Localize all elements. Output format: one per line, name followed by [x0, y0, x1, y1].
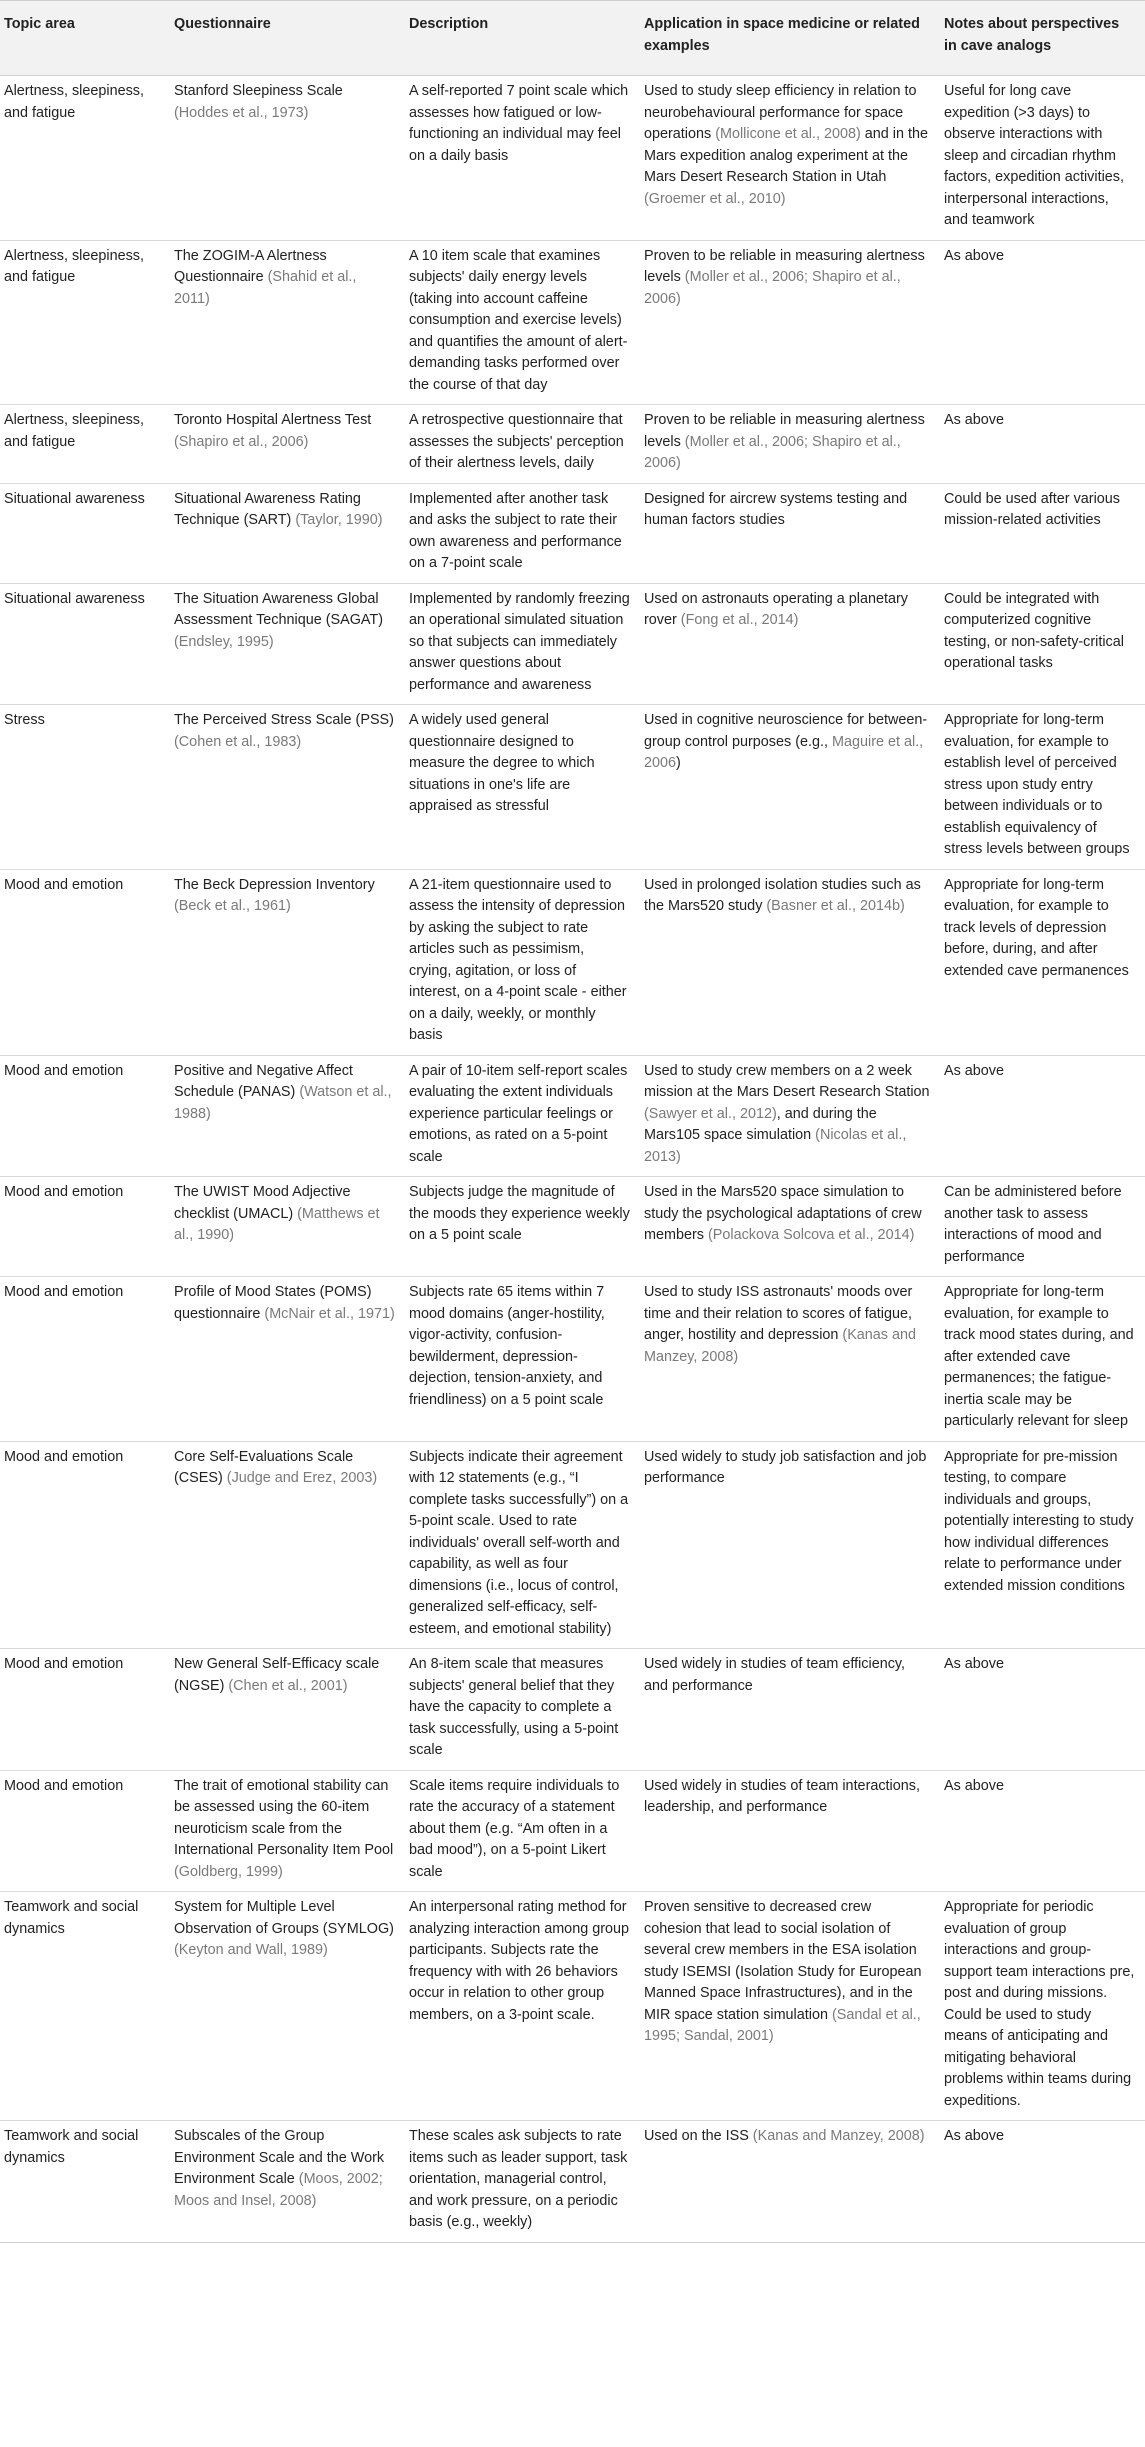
cell-notes	[940, 1770, 1145, 1892]
cell-notes	[940, 1177, 1145, 1277]
cell-topic: Mood and emotion	[0, 1770, 170, 1892]
cell-questionnaire	[170, 869, 405, 1055]
cell-text: Proven to be reliable in measuring alertness levels	[644, 247, 925, 285]
cell-text: Used on astronauts operating a planetary rover	[644, 590, 908, 628]
cell-notes	[940, 76, 1145, 241]
cell-topic: Mood and emotion	[0, 1177, 170, 1277]
cell-topic: Stress	[0, 705, 170, 870]
cell-notes	[940, 2121, 1145, 2243]
cell-application	[640, 1441, 940, 1649]
citation: (McNair et al., 1971)	[264, 1305, 395, 1322]
cell-description	[405, 483, 640, 583]
cell-notes	[940, 1892, 1145, 2121]
cell-description	[405, 240, 640, 405]
header-application: Application in space medicine or related examples	[640, 1, 940, 76]
cell-text: An interpersonal rating method for analyzing interaction among group participants. Subjects rate the frequency with with 26 behaviors occur in relation to other group members, on a 3-point scale.	[409, 1899, 629, 2023]
cell-text: Could be integrated with computerized cognitive testing, or non-safety-critical operational tasks	[944, 590, 1124, 671]
cell-text: Used widely in studies of team interactions, leadership, and performance	[644, 1777, 920, 1815]
cell-questionnaire	[170, 1055, 405, 1177]
cell-text: Can be administered before another task to assess interactions of mood and performance	[944, 1184, 1122, 1265]
citation: (Kanas and Manzey, 2008)	[752, 2128, 925, 2144]
table-row	[0, 869, 1145, 1055]
cell-text: Subjects rate 65 items within 7 mood domains (anger-hostility, vigor-activity, confusion-bewilderment, depression-dejection, tension-anxiety, and friendliness) on a 5 point scale	[409, 1284, 605, 1408]
cell-text: Implemented by randomly freezing an operational simulated situation so that subjects can immediately answer questions about performance and awareness	[409, 590, 630, 693]
cell-text: The Perceived Stress Scale (PSS)	[174, 712, 394, 728]
cell-application	[640, 1055, 940, 1177]
cell-questionnaire	[170, 2121, 405, 2243]
cell-text: A widely used general questionnaire designed to measure the degree to which situations in one's life are appraised as stressful	[409, 712, 595, 814]
cell-description	[405, 869, 640, 1055]
table-row	[0, 405, 1145, 484]
cell-application	[640, 1277, 940, 1442]
cell-description	[405, 405, 640, 484]
cell-questionnaire	[170, 1649, 405, 1771]
cell-text: Designed for aircrew systems testing and human factors studies	[644, 490, 908, 528]
cell-text: A 21-item questionnaire used to assess the intensity of depression by asking the subject to rate articles such as pessimism, crying, agitation, or loss of interest, on a 4-point scale - either on a daily, weekly, or monthly basis	[409, 876, 627, 1043]
cell-text: Subjects indicate their agreement with 12 statements (e.g., “I complete tasks successfully”) on a 5-point scale. Used to rate individuals' overall self-worth and capability, as well as four dimensions (i.e., locus of control, generalized self-efficacy, self-esteem, and emotional stability)	[409, 1448, 629, 1637]
cell-application	[640, 240, 940, 405]
cell-text: Appropriate for pre-mission testing, to compare individuals and groups, potentially interesting to study how individual differences relate to performance under extended mission conditions	[944, 1448, 1134, 1594]
cell-text: As above	[944, 2128, 1005, 2144]
citation: (Fong et al., 2014)	[680, 612, 799, 628]
cell-text: A 10 item scale that examines subjects' daily energy levels (taking into account caffeine consumption and exercise levels) and quantifies the amount of alert-demanding tasks performed over the course of that day	[409, 247, 628, 393]
cell-topic: Situational awareness	[0, 483, 170, 583]
cell-text: Implemented after another task and asks the subject to rate their own awareness and performance on a 7-point scale	[409, 490, 622, 571]
cell-text: Positive and Negative Affect Schedule (PANAS)	[174, 1062, 353, 1100]
cell-text: and in the Mars expedition analog experiment at the Mars Desert Research Station in Utah	[644, 126, 929, 185]
cell-application	[640, 76, 940, 241]
cell-application	[640, 1649, 940, 1771]
cell-text: The Beck Depression Inventory	[174, 876, 375, 893]
cell-notes	[940, 1441, 1145, 1649]
cell-description	[405, 1770, 640, 1892]
cell-text: As above	[944, 1062, 1005, 1079]
cell-notes	[940, 1649, 1145, 1771]
citation: (Nicolas et al., 2013)	[644, 1127, 907, 1165]
cell-text: An 8-item scale that measures subjects' general belief that they have the capacity to complete a task successfully, using a 5-point scale	[409, 1656, 619, 1758]
header-topic-area: Topic area	[0, 1, 170, 76]
cell-topic: Alertness, sleepiness, and fatigue	[0, 405, 170, 484]
cell-questionnaire	[170, 1892, 405, 2121]
cell-text: Used to study crew members on a 2 week mission at the Mars Desert Research Station	[644, 1062, 930, 1100]
header-notes: Notes about perspectives in cave analogs	[940, 1, 1145, 76]
cell-notes	[940, 705, 1145, 870]
cell-questionnaire	[170, 1770, 405, 1892]
citation: (Judge and Erez, 2003)	[226, 1470, 378, 1486]
cell-text: Proven sensitive to decreased crew cohesion that lead to social isolation of several crew members in the ESA isolation study ISEMSI (Isolation Study for European Manned Space Infrastructures), and in the MIR space station simulation	[644, 1899, 922, 2023]
cell-questionnaire	[170, 240, 405, 405]
citation: (Taylor, 1990)	[295, 512, 383, 528]
cell-text: As above	[944, 1656, 1005, 1672]
cell-description	[405, 1177, 640, 1277]
cell-text: )	[676, 755, 681, 771]
cell-text: Appropriate for periodic evaluation of group interactions and group-support team interactions pre, post and during missions. Could be used to study means of anticipating and mitigating behavioral problems within teams during expeditions.	[944, 1899, 1135, 2109]
cell-topic: Alertness, sleepiness, and fatigue	[0, 240, 170, 405]
cell-description	[405, 1055, 640, 1177]
cell-text: Used on the ISS	[644, 2128, 753, 2144]
cell-text: , and during the Mars105 space simulation	[644, 1105, 877, 1143]
cell-questionnaire	[170, 1441, 405, 1649]
table-row	[0, 483, 1145, 583]
citation: (Polackova Solcova et al., 2014)	[707, 1227, 915, 1243]
cell-text: Used to study sleep efficiency in relation to neurobehavioural performance for space operations	[644, 83, 917, 142]
cell-application	[640, 869, 940, 1055]
cell-questionnaire	[170, 705, 405, 870]
cell-topic: Mood and emotion	[0, 1055, 170, 1177]
cell-text: A pair of 10-item self-report scales evaluating the extent individuals experience particular feelings or emotions, as rated on a 5-point scale	[409, 1062, 628, 1165]
citation: Maguire et al., 2006	[644, 733, 924, 771]
cell-text: Situational Awareness Rating Technique (SART)	[174, 490, 361, 528]
cell-application	[640, 1177, 940, 1277]
cell-topic: Teamwork and social dynamics	[0, 1892, 170, 2121]
table-row	[0, 1177, 1145, 1277]
cell-application	[640, 2121, 940, 2243]
citation: (Beck et al., 1961)	[174, 898, 291, 914]
cell-text: Used in prolonged isolation studies such as the Mars520 study	[644, 876, 921, 914]
cell-text: The Situation Awareness Global Assessment Technique (SAGAT)	[174, 590, 384, 628]
citation: (Moos, 2002; Moos and Insel, 2008)	[174, 2171, 383, 2209]
citation: (Goldberg, 1999)	[174, 1863, 283, 1880]
table-row	[0, 1892, 1145, 2121]
cell-questionnaire	[170, 1177, 405, 1277]
cell-text: The UWIST Mood Adjective checklist (UMACL)	[174, 1184, 351, 1222]
header-row	[0, 1, 1145, 76]
cell-description	[405, 705, 640, 870]
citation: (Moller et al., 2006; Shapiro et al., 2006)	[644, 433, 901, 471]
table-row	[0, 240, 1145, 405]
cell-text: New General Self-Efficacy scale (NGSE)	[174, 1656, 380, 1694]
cell-text: Toronto Hospital Alertness Test	[174, 412, 372, 428]
cell-questionnaire	[170, 405, 405, 484]
cell-questionnaire	[170, 583, 405, 705]
table-row	[0, 705, 1145, 870]
citation: (Basner et al., 2014b)	[766, 898, 905, 914]
cell-description	[405, 1892, 640, 2121]
cell-text: As above	[944, 1777, 1005, 1794]
cell-text: Subscales of the Group Environment Scale and the Work Environment Scale	[174, 2128, 385, 2187]
cell-notes	[940, 483, 1145, 583]
cell-text: Useful for long cave expedition (>3 days) to observe interactions with sleep and circadian rhythm factors, expedition activities, interpersonal interactions, and teamwork	[944, 83, 1124, 228]
cell-text: Appropriate for long-term evaluation, for example to track levels of depression before, during, and after extended cave permanences	[944, 876, 1129, 979]
header-description: Description	[405, 1, 640, 76]
cell-text: Stanford Sleepiness Scale	[174, 83, 343, 99]
cell-topic: Mood and emotion	[0, 1277, 170, 1442]
cell-text: System for Multiple Level Observation of Groups (SYMLOG)	[174, 1899, 394, 1937]
cell-description	[405, 76, 640, 241]
cell-notes	[940, 583, 1145, 705]
cell-text: Could be used after various mission-related activities	[944, 490, 1120, 528]
citation: (Matthews et al., 1990)	[174, 1205, 380, 1243]
table-body	[0, 76, 1145, 2243]
cell-text: Proven to be reliable in measuring alertness levels	[644, 412, 925, 450]
cell-notes	[940, 1277, 1145, 1442]
citation: (Shapiro et al., 2006)	[174, 433, 309, 450]
cell-description	[405, 1277, 640, 1442]
cell-application	[640, 1892, 940, 2121]
cell-text: Core Self-Evaluations Scale (CSES)	[174, 1448, 354, 1486]
cell-text: As above	[944, 412, 1005, 428]
citation: (Keyton and Wall, 1989)	[174, 1942, 328, 1958]
table-row	[0, 1441, 1145, 1649]
cell-description	[405, 2121, 640, 2243]
cell-text: These scales ask subjects to rate items such as leader support, task orientation, managerial control, and work pressure, on a periodic basis (e.g., weekly)	[409, 2128, 628, 2230]
cell-application	[640, 705, 940, 870]
table-row	[0, 1277, 1145, 1442]
cell-questionnaire	[170, 76, 405, 241]
cell-notes	[940, 240, 1145, 405]
cell-text: Used widely to study job satisfaction and job performance	[644, 1448, 927, 1486]
citation: (Groemer et al., 2010)	[644, 190, 786, 207]
citation: (Sawyer et al., 2012)	[644, 1105, 777, 1122]
cell-text: Used widely in studies of team efficiency, and performance	[644, 1656, 906, 1694]
citation: (Moller et al., 2006; Shapiro et al., 2006)	[644, 269, 901, 307]
table-row	[0, 2121, 1145, 2243]
cell-text: Used to study ISS astronauts' moods over time and their relation to scores of fatigue, anger, hostility and depression	[644, 1284, 913, 1343]
cell-text: Appropriate for long-term evaluation, for example to track mood states during, and after extended cave permanences; the fatigue-inertia scale may be particularly relevant for sleep	[944, 1284, 1134, 1429]
cell-text: Appropriate for long-term evaluation, for example to establish level of perceived stress upon study entry between individuals or to establish equivalency of stress levels between groups	[944, 712, 1130, 857]
cell-text: Profile of Mood States (POMS) questionnaire	[174, 1284, 372, 1322]
header-questionnaire: Questionnaire	[170, 1, 405, 76]
table-row	[0, 1770, 1145, 1892]
citation: (Chen et al., 2001)	[228, 1677, 348, 1694]
cell-notes	[940, 1055, 1145, 1177]
cell-application	[640, 405, 940, 484]
cell-text: As above	[944, 247, 1005, 264]
cell-topic: Mood and emotion	[0, 1441, 170, 1649]
table-row	[0, 1649, 1145, 1771]
cell-text: Scale items require individuals to rate the accuracy of a statement about them (e.g. “Am often in a bad mood”), on a 5-point Likert scale	[409, 1777, 620, 1880]
citation: (Hoddes et al., 1973)	[174, 104, 309, 121]
citation: (Endsley, 1995)	[174, 633, 274, 650]
cell-text: A retrospective questionnaire that assesses the subjects' perception of their alertness levels, daily	[409, 412, 624, 471]
cell-topic: Situational awareness	[0, 583, 170, 705]
cell-description	[405, 1441, 640, 1649]
cell-notes	[940, 405, 1145, 484]
cell-topic: Teamwork and social dynamics	[0, 2121, 170, 2243]
cell-text: The trait of emotional stability can be assessed using the 60-item neuroticism scale from the International Personality Item Pool	[174, 1777, 394, 1858]
table-row	[0, 1055, 1145, 1177]
cell-text: Subjects judge the magnitude of the moods they experience weekly on a 5 point scale	[409, 1184, 630, 1243]
citation: (Mollicone et al., 2008)	[715, 126, 861, 142]
cell-description	[405, 583, 640, 705]
cell-topic: Mood and emotion	[0, 1649, 170, 1771]
citation: (Sandal et al., 1995; Sandal, 2001)	[644, 2006, 921, 2044]
cell-application	[640, 583, 940, 705]
cell-application	[640, 483, 940, 583]
citation: (Cohen et al., 1983)	[174, 733, 302, 750]
citation: (Watson et al., 1988)	[174, 1084, 392, 1122]
cell-topic: Alertness, sleepiness, and fatigue	[0, 76, 170, 241]
cell-text: Used in cognitive neuroscience for between-group control purposes (e.g.,	[644, 712, 928, 750]
cell-text: The ZOGIM-A Alertness Questionnaire	[174, 247, 327, 285]
cell-text: A self-reported 7 point scale which assesses how fatigued or low-functioning an individual may feel on a daily basis	[409, 83, 629, 164]
cell-description	[405, 1649, 640, 1771]
citation: (Kanas and Manzey, 2008)	[644, 1327, 917, 1365]
table-row	[0, 583, 1145, 705]
cell-questionnaire	[170, 1277, 405, 1442]
cell-notes	[940, 869, 1145, 1055]
citation: (Shahid et al., 2011)	[174, 269, 357, 307]
cell-questionnaire	[170, 483, 405, 583]
cell-application	[640, 1770, 940, 1892]
table-row	[0, 76, 1145, 241]
cell-topic: Mood and emotion	[0, 869, 170, 1055]
cell-text: Used in the Mars520 space simulation to study the psychological adaptations of crew members	[644, 1184, 922, 1243]
